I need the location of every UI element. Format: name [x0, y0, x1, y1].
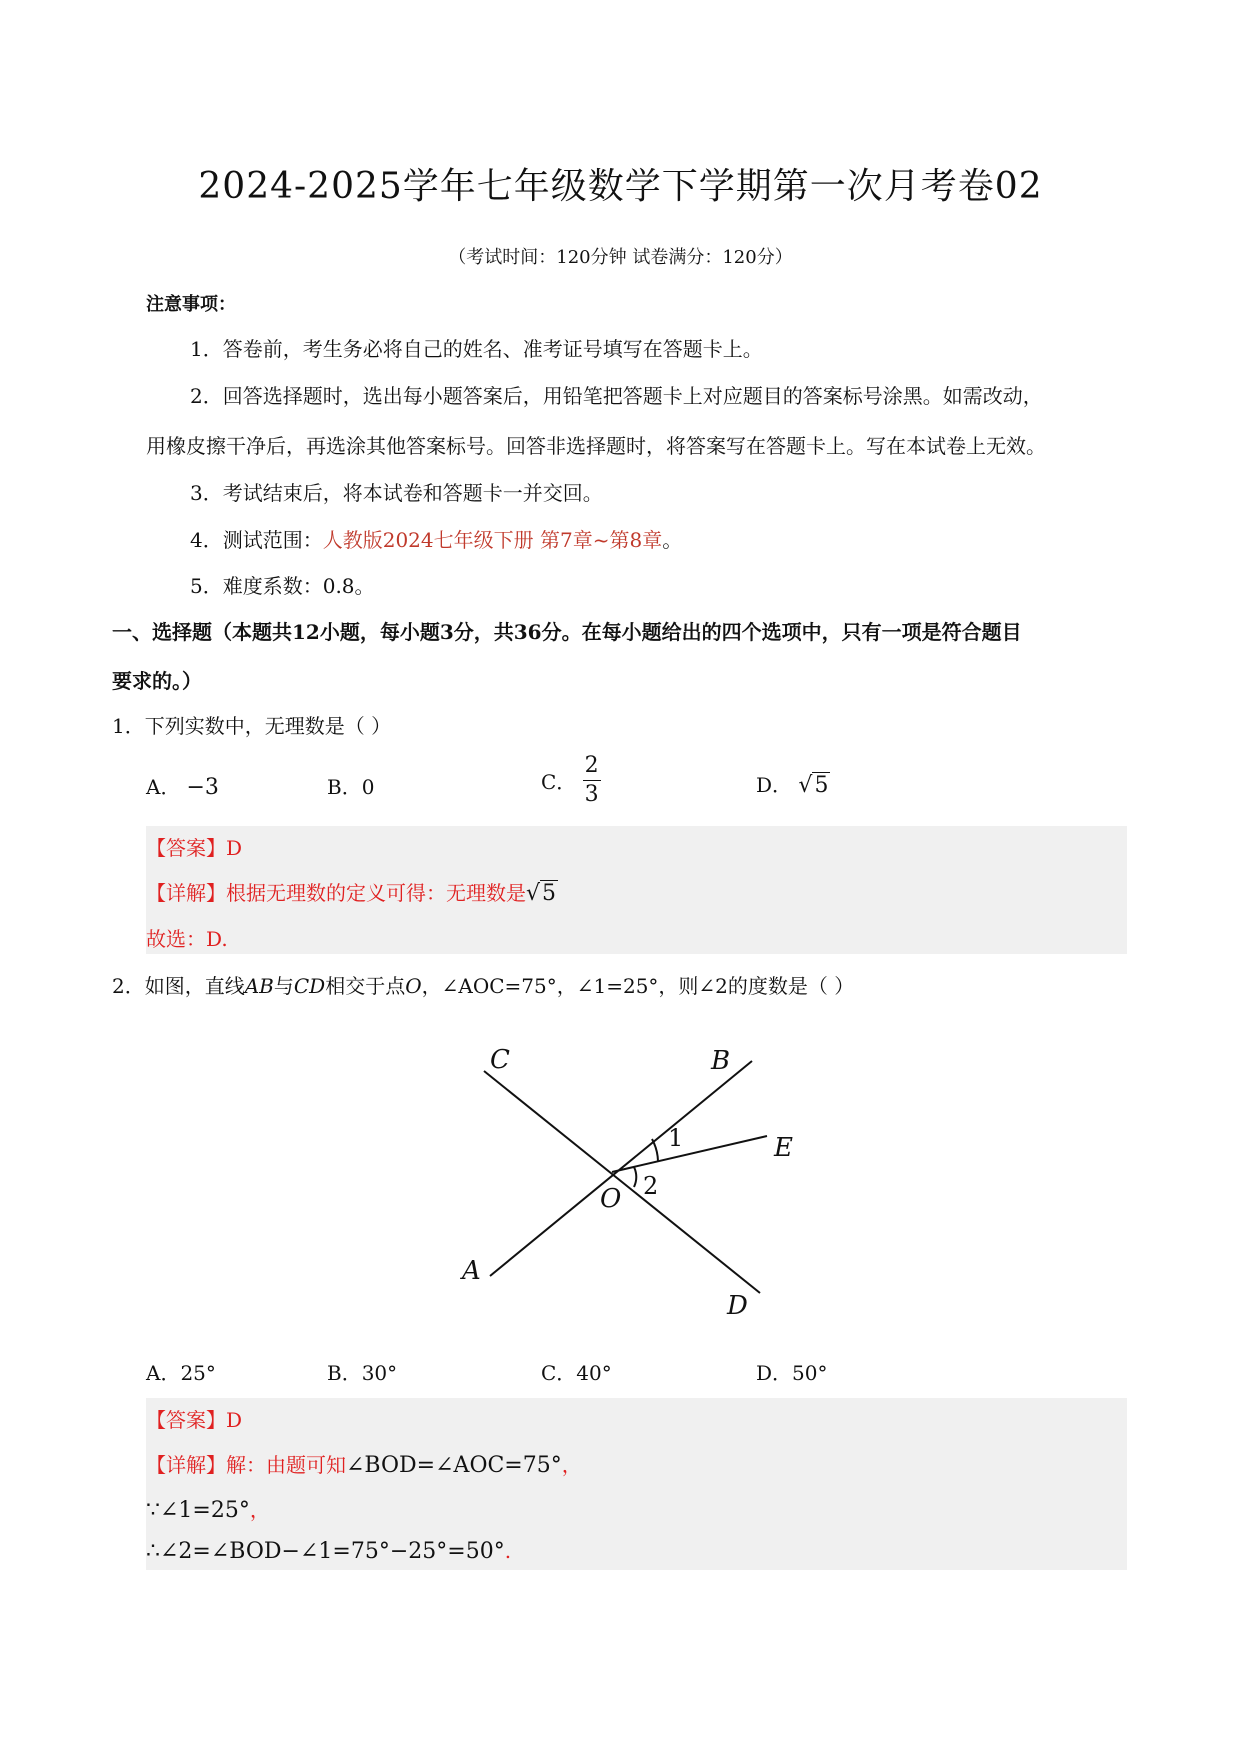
- label-angle-2: 2: [643, 1172, 659, 1200]
- answer-tag: 【答案】: [146, 836, 226, 860]
- q2-stem-mid1: 与: [273, 974, 294, 998]
- q1-option-a-value: −3: [186, 775, 219, 800]
- q1-stem: 1．下列实数中，无理数是（ ）: [112, 714, 392, 738]
- step-2-equation: ∵∠1=25°: [146, 1498, 250, 1523]
- detail-punct: ，: [561, 1453, 582, 1477]
- label-a: A: [462, 1256, 481, 1286]
- q1-option-d: [756, 769, 830, 798]
- sqrt-radicand: 5: [542, 881, 557, 906]
- label-c: C: [490, 1045, 510, 1075]
- q2-stem: [112, 970, 854, 999]
- fraction-numerator: 2: [583, 755, 601, 781]
- line-ab: AB: [244, 974, 274, 998]
- exam-info: （考试时间：120分钟 试卷满分：120分）: [448, 247, 793, 268]
- notice-item-1: 1．答卷前，考生务必将自己的姓名、准考证号填写在答题卡上。: [190, 337, 763, 361]
- q2-option-b: B．30°: [327, 1361, 398, 1385]
- q1-option-c-fraction: [583, 755, 601, 806]
- notice-item-2-line2: 用橡皮擦干净后，再选涂其他答案标号。回答非选择题时，将答案写在答题卡上。写在本试卷上无效。: [146, 434, 1046, 458]
- answer-tag: 【答案】: [146, 1408, 226, 1432]
- q2-option-c: C．40°: [541, 1361, 612, 1385]
- notice-item-4-suffix: 。: [662, 528, 683, 552]
- step-3-equation: ∴∠2=∠BOD−∠1=75°−25°=50°: [146, 1539, 505, 1564]
- line-cd: CD: [293, 974, 326, 998]
- q1-answer: [146, 832, 242, 861]
- notice-heading: 注意事项：: [146, 294, 236, 315]
- notice-item-3: 3．考试结束后，将本试卷和答题卡一并交回。: [190, 481, 603, 505]
- q2-step-3: [146, 1539, 511, 1564]
- q1-option-a: [146, 771, 219, 800]
- q1-option-b-label: B．: [327, 775, 362, 799]
- angle-2-arc: [634, 1167, 636, 1187]
- label-b: B: [711, 1046, 731, 1076]
- q1-detail: [146, 877, 558, 906]
- detail-tag: 【详解】: [146, 1453, 226, 1477]
- angle-1-arc: [652, 1139, 658, 1161]
- q1-option-b: [327, 771, 374, 800]
- line-ab: [490, 1061, 752, 1276]
- detail-text: 解：由题可知: [226, 1453, 346, 1477]
- section-heading-line2: 要求的。）: [112, 669, 202, 693]
- step-3-punct: .: [504, 1539, 512, 1563]
- q2-option-d: D．50°: [756, 1361, 828, 1385]
- sqrt-expression: √5: [526, 881, 557, 906]
- fraction-denominator: 3: [584, 782, 599, 807]
- q1-option-c-label: C．: [541, 770, 577, 794]
- q1-conclusion: 故选：D.: [146, 927, 228, 951]
- notice-item-4: [190, 524, 682, 553]
- q2-step-2: [146, 1494, 270, 1523]
- test-scope: 人教版2024七年级下册 第7章~第8章: [322, 528, 663, 552]
- q2-stem-mid2: 相交于点: [325, 974, 406, 998]
- label-o: O: [600, 1184, 622, 1214]
- q2-option-a: A．25°: [146, 1361, 216, 1385]
- label-angle-1: 1: [668, 1124, 684, 1152]
- detail-text: 根据无理数的定义可得：无理数是: [226, 881, 526, 905]
- q2-answer: [146, 1404, 242, 1433]
- q1-option-a-label: A．: [146, 775, 181, 799]
- page-title: 2024-2025学年七年级数学下学期第一次月考卷02: [198, 166, 1043, 207]
- ray-oe: [612, 1136, 767, 1172]
- q1-option-d-label: D．: [756, 773, 793, 797]
- detail-tag: 【详解】: [146, 881, 226, 905]
- line-cd: [484, 1071, 760, 1293]
- step-2-punct: ，: [249, 1498, 270, 1522]
- q1-option-c: [541, 755, 601, 806]
- detail-equation-1: ∠BOD=∠AOC=75°: [346, 1453, 562, 1478]
- notice-item-2-line1: 2．回答选择题时，选出每小题答案后，用铅笔把答题卡上对应题目的答案标号涂黑。如需改动，: [190, 384, 1043, 408]
- q2-stem-condition: ，∠AOC=75°，∠1=25°，则∠2的度数是（ ）: [421, 974, 855, 998]
- label-d: D: [727, 1291, 748, 1321]
- answer-value: D: [226, 1408, 243, 1432]
- q2-stem-prefix: 2．如图，直线: [112, 974, 245, 998]
- sqrt-radicand: 5: [814, 773, 829, 798]
- answer-value: D: [226, 836, 243, 860]
- q2-detail: [146, 1449, 582, 1478]
- label-e: E: [774, 1133, 793, 1163]
- notice-item-4-prefix: 4．测试范围：: [190, 528, 323, 552]
- point-o: O: [405, 974, 422, 998]
- sqrt-expression: √5: [798, 773, 829, 798]
- section-heading-line1: 一、选择题（本题共12小题，每小题3分，共36分。在每小题给出的四个选项中，只有一项是符合题目: [112, 620, 1022, 644]
- notice-item-5: 5．难度系数：0.8。: [190, 574, 375, 598]
- q2-figure: [440, 1030, 820, 1330]
- q1-option-b-value: 0: [361, 775, 375, 799]
